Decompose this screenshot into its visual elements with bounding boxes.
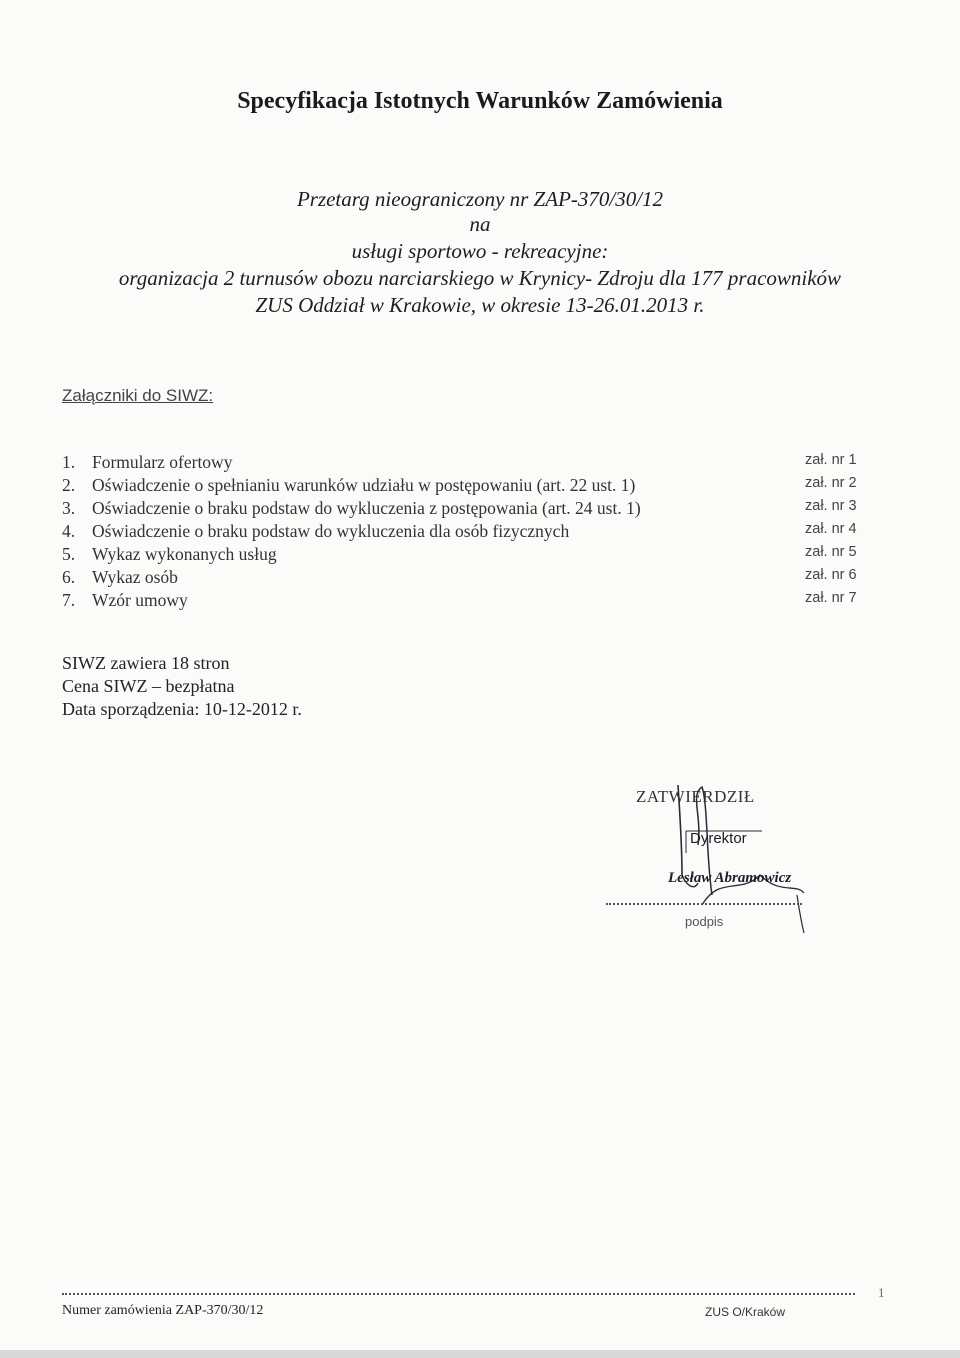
attachment-title: Oświadczenie o spełnianiu warunków udziału w postępowaniu (art. 22 ust. 1): [92, 475, 636, 495]
attachment-item: [62, 475, 857, 498]
attachment-number: 1.: [62, 452, 76, 472]
footer-office: ZUS O/Kraków: [705, 1305, 786, 1319]
attachment-reference: zał. nr 7: [805, 590, 857, 606]
attachments-list: [62, 452, 857, 613]
attachment-number: 7.: [62, 590, 76, 610]
attachment-item: [62, 590, 857, 613]
attachment-title: Wzór umowy: [92, 590, 188, 610]
signature-caption: podpis: [685, 914, 724, 929]
tender-number-line: Przetarg nieograniczony nr ZAP-370/30/12: [296, 187, 664, 211]
attachment-title: Wykaz wykonanych usług: [92, 544, 277, 564]
page-count-line: SIWZ zawiera 18 stron: [62, 653, 230, 673]
attachment-title: Oświadczenie o braku podstaw do wykluczenia z postępowania (art. 24 ust. 1): [92, 498, 641, 518]
attachment-reference: zał. nr 6: [805, 567, 857, 583]
approval-label: ZATWIERDZIŁ: [636, 787, 755, 806]
document-title: Specyfikacja Istotnych Warunków Zamówienia: [237, 88, 723, 114]
attachment-item: [62, 567, 857, 590]
attachment-number: 2.: [62, 475, 76, 495]
attachment-item: [62, 521, 857, 544]
service-description-line: organizacja 2 turnusów obozu narciarskiego w Krynicy- Zdroju dla 177 pracowników: [118, 266, 842, 290]
subtitle-na-line: na: [469, 212, 491, 236]
price-line: Cena SIWZ – bezpłatna: [62, 676, 235, 696]
document-info: [62, 652, 302, 721]
scan-edge: [0, 1350, 960, 1358]
footer-divider: [62, 1293, 855, 1295]
attachment-number: 5.: [62, 544, 76, 564]
attachment-number: 3.: [62, 498, 76, 518]
attachment-reference: zał. nr 1: [805, 452, 857, 468]
attachment-item: [62, 544, 857, 567]
service-period-line: ZUS Oddział w Krakowie, w okresie 13-26.01.2013 r.: [255, 293, 705, 317]
handwritten-signature: [590, 775, 830, 935]
signature-line: [606, 903, 802, 905]
attachment-title: Wykaz osób: [92, 567, 178, 587]
footer-order-number: Numer zamówienia ZAP-370/30/12: [62, 1303, 264, 1318]
attachment-item: [62, 452, 857, 475]
stamp-name: Lesław Abramowicz: [668, 870, 792, 886]
attachment-number: 4.: [62, 521, 76, 541]
page-number: 1: [878, 1285, 885, 1300]
attachment-title: Oświadczenie o braku podstaw do wykluczenia dla osób fizycznych: [92, 521, 570, 541]
attachment-reference: zał. nr 4: [805, 521, 857, 537]
stamp-title: Dyrektor: [690, 830, 747, 847]
attachment-item: [62, 498, 857, 521]
attachments-heading: Załączniki do SIWZ:: [62, 386, 214, 405]
service-type-line: usługi sportowo - rekreacyjne:: [351, 239, 609, 263]
attachment-title: Formularz ofertowy: [92, 452, 233, 472]
attachment-number: 6.: [62, 567, 76, 587]
date-line: Data sporządzenia: 10-12-2012 r.: [62, 699, 302, 719]
attachment-reference: zał. nr 2: [805, 475, 857, 491]
attachment-reference: zał. nr 5: [805, 544, 857, 560]
attachment-reference: zał. nr 3: [805, 498, 857, 514]
